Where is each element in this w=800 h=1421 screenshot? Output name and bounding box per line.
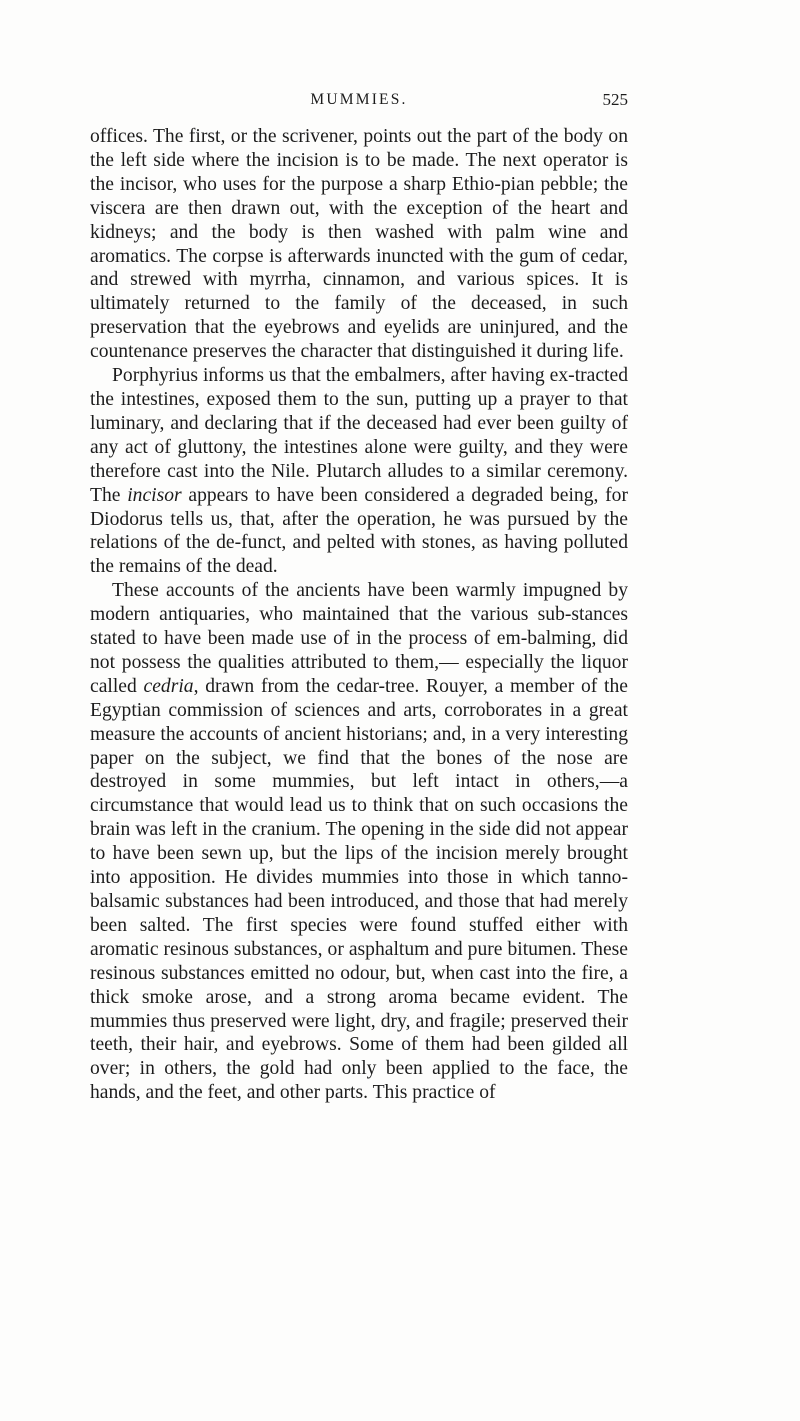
- running-head: [90, 88, 628, 112]
- paragraph-text: offices. The first, or the scrivener, points out the part of the body on the left side where the incision is to be made. The next operator is the incisor, who uses for the purpose a sharp Ethio-pian pebble; the viscera are then drawn out, with the exception of the heart and kidneys; and the body is then washed with palm wine and aromatics. The corpse is afterwards inuncted with the gum of cedar, and strewed with myrrha, cinnamon, and various spices. It is ultimately returned to the family of the deceased, in such preservation that the eyebrows and eyelids are uninjured, and the countenance preserves the character that distinguished it during life.: [90, 126, 628, 363]
- italic-term-incisor: incisor: [127, 484, 182, 506]
- page-number: 525: [602, 90, 628, 109]
- body-text: [90, 125, 628, 1105]
- paragraph-text: appears to have been considered a degraded being, for Diodorus tells us, that, after the operation, he was pursued by the relations of the de-funct, and pelted with stones, as having polluted the remains of the dead.: [90, 484, 628, 578]
- paragraph-text: , drawn from the cedar-tree. Rouyer, a member of the Egyptian commission of sciences and arts, corroborates in a great measure the accounts of ancient historians; and, in a very interesting paper on the subject, we find that the bones of the nose are destroyed in some mummies, but left intact in others,—a circumstance that would lead us to think that on such occasions the brain was left in the cranium. The opening in the side did not appear to have been sewn up, but the lips of the incision merely brought into apposition. He divides mummies into those in which tanno-balsamic substances had been introduced, and those that had merely been salted. The first species were found stuffed either with aromatic resinous substances, or asphaltum and pure bitumen. These resinous substances emitted no odour, but, when cast into the fire, a thick smoke arose, and a strong aroma became evident. The mummies thus preserved were light, dry, and fragile; preserved their teeth, their hair, and eyebrows. Some of them had been gilded all over; in others, the gold had only been applied to the face, the hands, and the feet, and other parts. This practice of: [90, 675, 628, 1104]
- paragraph-ancients: [90, 579, 628, 1105]
- italic-term-cedria: cedria: [143, 675, 194, 697]
- paragraph-text: These accounts of the ancients have been warmly impugned by modern antiquaries, who maintained that the various sub-stances stated to have been made use of in the process of em-balming, did not possess the qualities attributed to them,— especially the liquor called: [90, 580, 628, 697]
- paragraph-porphyrius: [90, 364, 628, 579]
- paragraph-continuation: [90, 125, 628, 364]
- running-title: MUMMIES.: [310, 91, 408, 108]
- paragraph-text: Porphyrius informs us that the embalmers, after having ex-tracted the intestines, exposed them to the sun, putting up a prayer to that luminary, and declaring that if the deceased had ever been guilty of any act of gluttony, the intestines alone were guilty, and they were therefore cast into the Nile. Plutarch alludes to a similar ceremony. The: [90, 365, 628, 506]
